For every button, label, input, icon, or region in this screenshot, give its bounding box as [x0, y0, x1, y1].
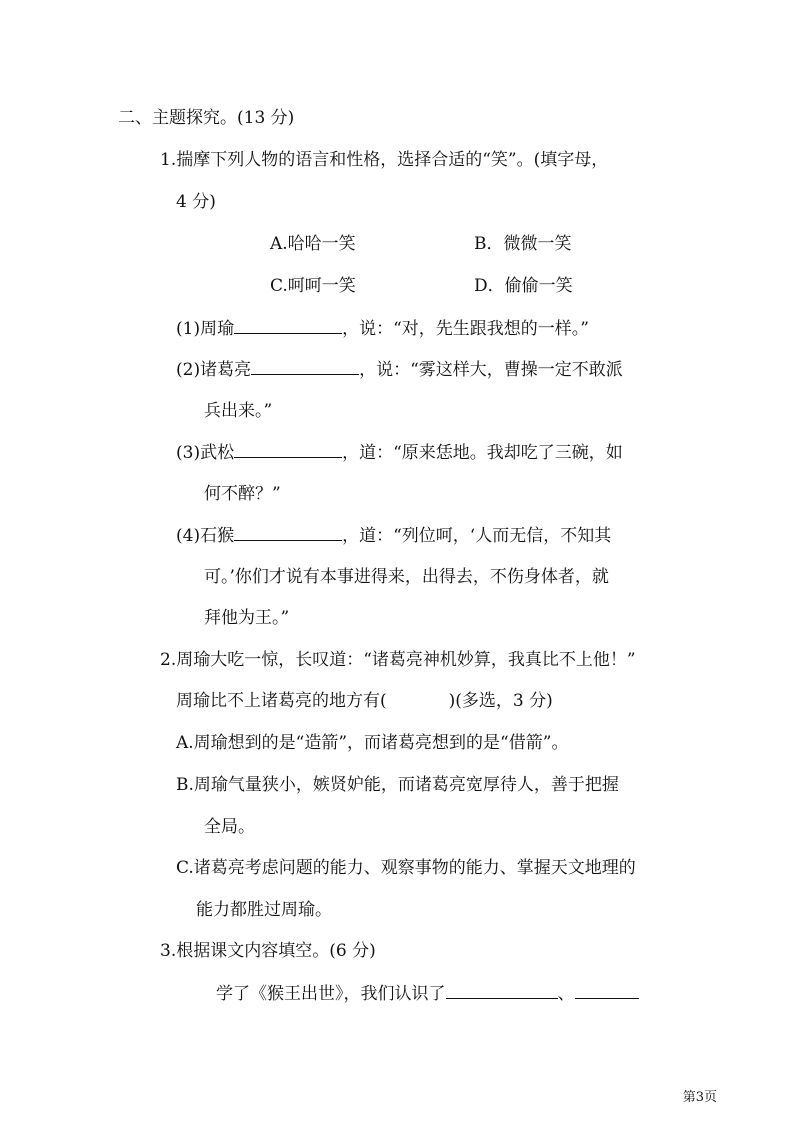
q2-stem-tail: )(多选，3 分)	[448, 691, 553, 711]
item-text: ，道：“原来恁地。我却吃了三碗，如	[342, 443, 623, 463]
item-text: ，说：“对，先生跟我想的一样。”	[342, 319, 589, 339]
q1-stem: 1.揣摩下列人物的语言和性格，选择合适的“笑”。(填字母，	[160, 150, 609, 170]
q3-line-1	[216, 981, 639, 1006]
item-number: (4)	[176, 526, 201, 546]
q1-stem-cont: 4 分)	[176, 192, 216, 212]
item-number: (2)	[176, 360, 201, 380]
section-title: 二、主题探究。(13 分)	[118, 108, 295, 128]
q1-item-2-cont: 兵出来。”	[204, 401, 273, 421]
item-character: 石猴	[200, 526, 235, 546]
q2-option-c-cont: 能力都胜过周瑜。	[196, 900, 332, 920]
answer-blank[interactable]	[575, 981, 639, 999]
q2-option-b-cont: 全局。	[204, 817, 255, 837]
q2-option-c: C.诸葛亮考虑问题的能力、观察事物的能力、掌握天文地理的	[176, 858, 636, 878]
q2-stem-cont	[176, 689, 553, 713]
item-character: 周瑜	[200, 319, 235, 339]
item-text: ，说：“雾这样大，曹操一定不敢派	[359, 360, 623, 380]
answer-blank[interactable]	[251, 357, 359, 375]
q1-option-d: D．偷偷一笑	[474, 276, 573, 296]
q1-option-c: C.呵呵一笑	[270, 276, 356, 296]
q1-item-4-cont2: 拜他为王。”	[204, 608, 290, 628]
q3-separator: 、	[557, 984, 575, 1004]
q3-text: 学了《猴王出世》，我们认识了	[216, 984, 446, 1004]
answer-blank[interactable]	[234, 440, 342, 458]
q2-stem-text: 周瑜比不上诸葛亮的地方有(	[176, 691, 387, 711]
answer-blank[interactable]	[234, 316, 342, 334]
q1-item-4	[176, 523, 611, 548]
item-character: 武松	[200, 443, 235, 463]
page-number: 第3页	[682, 1090, 717, 1105]
q2-option-a: A.周瑜想到的是“造箭”，而诸葛亮想到的是“借箭”。	[176, 733, 569, 753]
q1-item-3-cont: 何不醉？”	[204, 484, 281, 504]
q2-stem: 2.周瑜大吃一惊，长叹道：“诸葛亮神机妙算，我真比不上他！”	[160, 650, 636, 670]
item-text: ，道：“列位呵，‘人而无信，不知其	[342, 526, 612, 546]
q1-item-4-cont: 可。’你们才说有本事进得来，出得去，不伤身体者，就	[204, 567, 609, 587]
answer-blank[interactable]	[234, 523, 342, 541]
q1-option-b: B．微微一笑	[474, 234, 572, 254]
item-number: (3)	[176, 443, 201, 463]
q1-item-1	[176, 316, 589, 341]
q1-option-a: A.哈哈一笑	[270, 234, 356, 254]
q3-stem: 3.根据课文内容填空。(6 分)	[160, 941, 376, 961]
q1-item-2	[176, 357, 623, 382]
item-character: 诸葛亮	[200, 360, 252, 380]
q1-item-3	[176, 440, 623, 465]
item-number: (1)	[176, 319, 201, 339]
q2-option-b: B.周瑜气量狭小，嫉贤妒能，而诸葛亮宽厚待人，善于把握	[176, 775, 619, 795]
answer-blank[interactable]	[446, 981, 558, 999]
